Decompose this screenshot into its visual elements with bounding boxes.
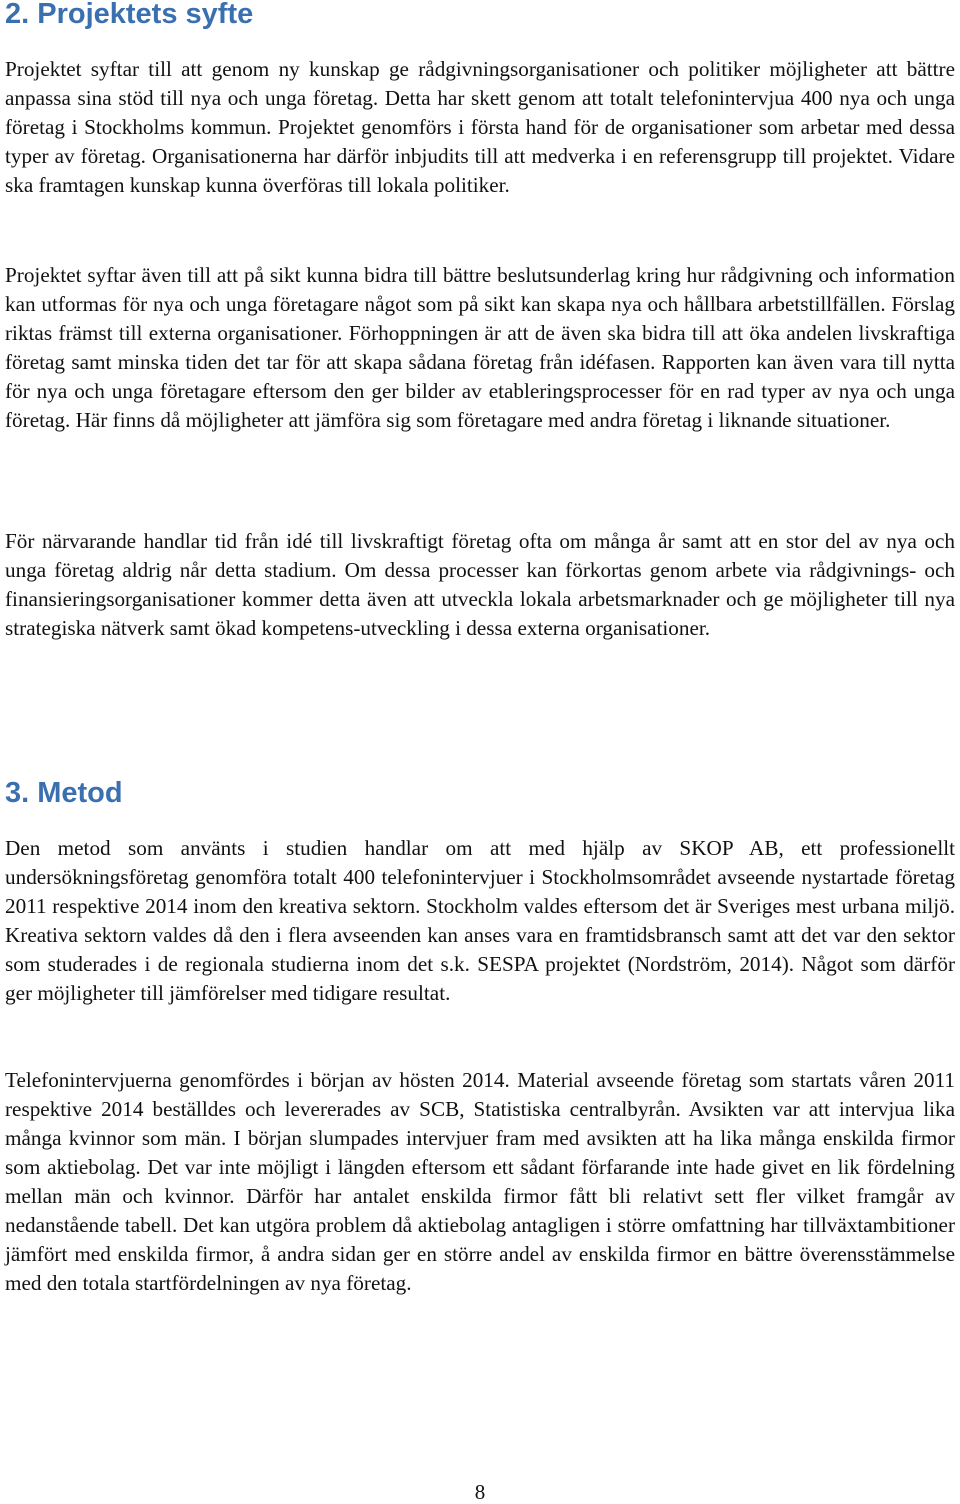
paragraph: För närvarande handlar tid från idé till livskraftigt företag ofta om många år samt att en stor del av nya och unga företag aldrig når detta stadium. Om dessa processer kan förkortas genom arbete via rådgivnings- och finansieringsorganisationer kommer detta även att utveckla lokala arbetsmarknader och ge möjligheter till nya strategiska nätverk samt ökad kompetens-utveckling i dessa externa organisationer. [5,529,955,640]
page-number: 8 [474,1480,486,1504]
section-heading-purpose: 2. Projektets syfte [5,0,254,30]
paragraph: Projektet syftar till att genom ny kunskap ge rådgivningsorganisationer och politiker möjligheter att bättre anpassa sina stöd till nya och unga företag. Detta har skett genom att totalt telefonintervjua 400 nya och unga företag i Stockholms kommun. Projektet genomförs i första hand för de organisationer som arbetar med dessa typer av företag. Organisationerna har därför inbjudits till att medverka i en referensgrupp till projektet. Vidare ska framtagen kunskap kunna överföras till lokala politiker. [5,57,955,197]
paragraph: Projektet syftar även till att på sikt kunna bidra till bättre beslutsunderlag kring hur rådgivning och information kan utformas för nya och unga företagare något som på sikt kan skapa nya och hållbara arbetstillfällen. Förslag riktas främst till externa organisationer. Förhoppningen är att de även ska bidra till att öka andelen livskraftiga företag samt minska tiden det tar för att skapa sådana företag från idéfasen. Rapporten kan även vara till nytta för nya och unga företagare eftersom den ger bilder av etableringsprocesser för en rad typer av nya och unga företag. Här finns då möjligheter att jämföra sig som företagare med andra företag i liknande situationer. [5,263,955,432]
paragraph: Den metod som använts i studien handlar om att med hjälp av SKOP AB, ett professionellt undersökningsföretag genomföra totalt 400 telefonintervjuer i Stockholmsområdet avseende nystartade företag 2011 respektive 2014 inom den kreativa sektorn. Stockholm valdes eftersom det är Sveriges mest urbana miljö. Kreativa sektorn valdes då den i flera avseenden kan anses vara en framtidsbransch samt att det var den sektor som studerades i de regionala studierna inom det s.k. SESPA projektet (Nordström, 2014). Något som därför ger möjligheter till jämförelser med tidigare resultat. [5,836,955,1005]
paragraph: Telefonintervjuerna genomfördes i början av hösten 2014. Material avseende företag som startats våren 2011 respektive 2014 beställdes och levererades av SCB, Statistiska centralbyrån. Avsikten var att intervjua lika många kvinnor som män. I början slumpades intervjuer fram med avsikten att ha lika många enskilda firmor som aktiebolag. Det var inte möjligt i längden eftersom ett sådant förfarande inte hade givet en lik fördelning mellan män och kvinnor. Därför har antalet enskilda firmor fått bli relativt sett fler vilket framgår av nedanstående tabell. Det kan utgöra problem då aktiebolag antagligen i större omfattning har tillväxtambitioner jämfört med enskilda firmor, å andra sidan ger en större andel av enskilda firmor en bättre överensstämmelse med den totala startfördelningen av nya företag. [5,1068,955,1295]
section-heading-method: 3. Metod [5,777,123,809]
